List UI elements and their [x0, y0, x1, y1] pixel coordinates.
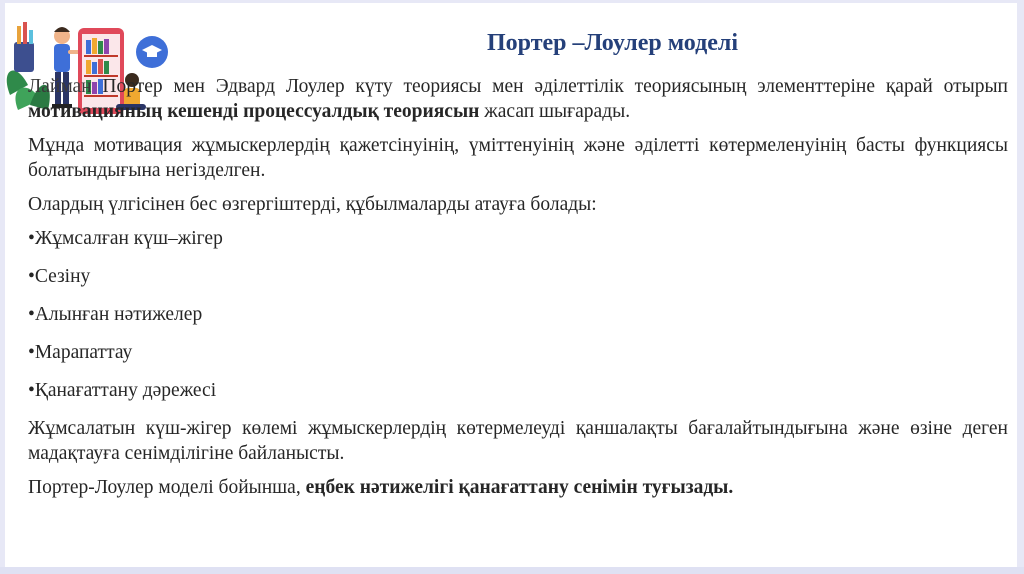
intro-hidden-word: Лайман: [28, 76, 92, 97]
slide-title: Портер –Лоулер моделі: [487, 30, 738, 56]
paragraph-3: Олардың үлгісінен бес өзгергіштерді, құбылмаларды атауға болады:: [28, 194, 597, 215]
bullet-item: •Қанағаттану дәрежесі: [28, 380, 217, 401]
paragraph-5-bold: еңбек нәтижелігі қанағаттану сенімін туғызады.: [305, 477, 734, 498]
pencil-cup-icon: [14, 22, 34, 72]
slide-content: [28, 74, 1008, 509]
bullet-item: •Жұмсалған күш–жігер: [28, 228, 223, 249]
graduation-cap-icon: [136, 36, 168, 68]
paragraph-4: Жұмсалатын күш-жігер көлемі жұмыскерлердің көтермелеуді қаншалақты бағалайтындығына және өзіне деген мадақтауға сенімділігіне байланысты.: [28, 418, 1008, 464]
bullet-item: •Марапаттау: [28, 342, 133, 363]
paragraph-5-text: Портер-Лоулер моделі бойынша,: [28, 477, 306, 498]
intro-paragraph: [28, 74, 1008, 124]
bullet-item: •Алынған нәтижелер: [28, 304, 203, 325]
bottom-strip: [0, 567, 1024, 574]
intro-text: Портер мен Эдвард Лоулер күту теориясы мен әділеттілік теориясының элементтеріне қарай отырып: [91, 76, 1008, 97]
paragraph-5: [28, 475, 1008, 500]
intro-bold: мотивацияның кешенді процессуалдық теориясын: [28, 101, 480, 122]
paragraph-2: Мұнда мотивация жұмыскерлердің қажетсінуінің, үміттенуінің және әділетті көтермеленуінің басты функциясы болатындығына негізделген.: [28, 135, 1008, 181]
bullet-item: •Сезіну: [28, 266, 91, 287]
intro-end: жасап шығарады.: [479, 101, 631, 122]
